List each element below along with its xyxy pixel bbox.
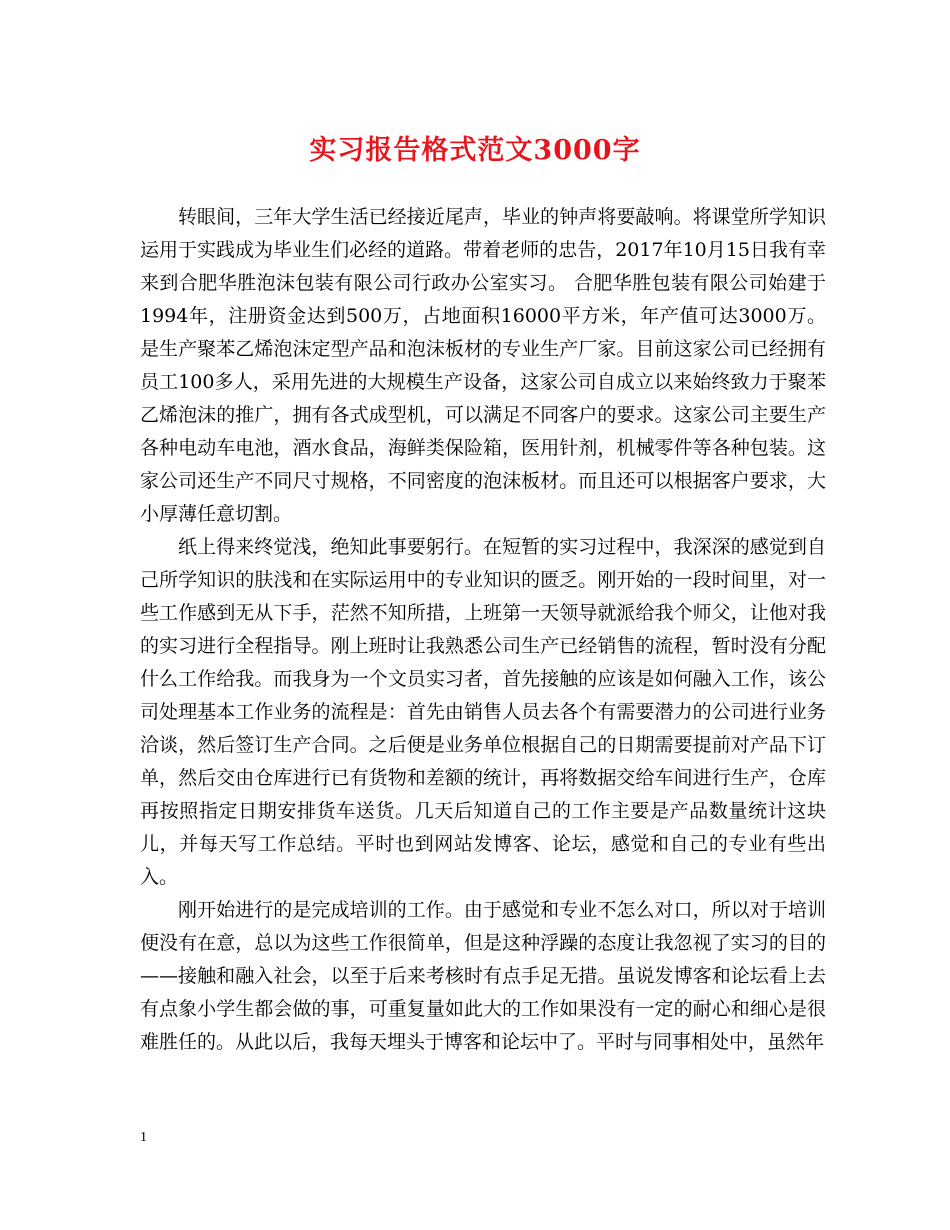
page-number: 1 xyxy=(140,1130,147,1145)
document-title: 实习报告格式范文3000字 xyxy=(309,135,641,166)
paragraph-3: 刚开始进行的是完成培训的工作。由于感觉和专业不怎么对口，所以对于培训便没有在意，总以为这些工作很简单，但是这种浮躁的态度让我忽视了实习的目的——接触和融入社会，以至于后来考核时有点手足无措。虽说发博客和论坛看上去有点象小学生都会做的事，可重复量如此大的工作如果没有一定的耐心和细心是很难胜任的。从此以后，我每天埋头于博客和论坛中了。平时与同事相处中，虽然年 xyxy=(140,899,826,1053)
document-body xyxy=(140,201,826,1059)
paragraph-2: 纸上得来终觉浅，绝知此事要躬行。在短暂的实习过程中，我深深的感觉到自己所学知识的肤浅和在实际运用中的专业知识的匮乏。刚开始的一段时间里，对一些工作感到无从下手，茫然不知所措，上班第一天领导就派给我个师父，让他对我的实习进行全程指导。刚上班时让我熟悉公司生产已经销售的流程，暂时没有分配什么工作给我。而我身为一个文员实习者，首先接触的应该是如何融入工作，该公司处理基本工作业务的流程是：首先由销售人员去各个有需要潜力的公司进行业务洽谈，然后签订生产合同。之后便是业务单位根据自己的日期需要提前对产品下订单，然后交由仓库进行已有货物和差额的统计，再将数据交给车间进行生产，仓库再按照指定日期安排货车送货。几天后知道自己的工作主要是产品数量统计这块儿，并每天写工作总结。平时也到网站发博客、论坛，感觉和自己的专业有些出入。 xyxy=(140,536,826,888)
paragraph-1: 转眼间，三年大学生活已经接近尾声，毕业的钟声将要敲响。将课堂所学知识运用于实践成为毕业生们必经的道路。带着老师的忠告，2017年10月15日我有幸来到合肥华胜泡沫包装有限公司行政办公室实习。 合肥华胜包装有限公司始建于1994年，注册资金达到500万，占地面积16000平方米，年产值可达3000万。是生产聚苯乙烯泡沫定型产品和泡沫板材的专业生产厂家。目前这家公司已经拥有员工100多人，采用先进的大规模生产设备，这家公司自成立以来始终致力于聚苯乙烯泡沫的推广，拥有各式成型机，可以满足不同客户的要求。这家公司主要生产各种电动车电池，酒水食品，海鲜类保险箱，医用针剂，机械零件等各种包装。这家公司还生产不同尺寸规格，不同密度的泡沫板材。而且还可以根据客户要求，大小厚薄任意切割。 xyxy=(140,206,826,525)
